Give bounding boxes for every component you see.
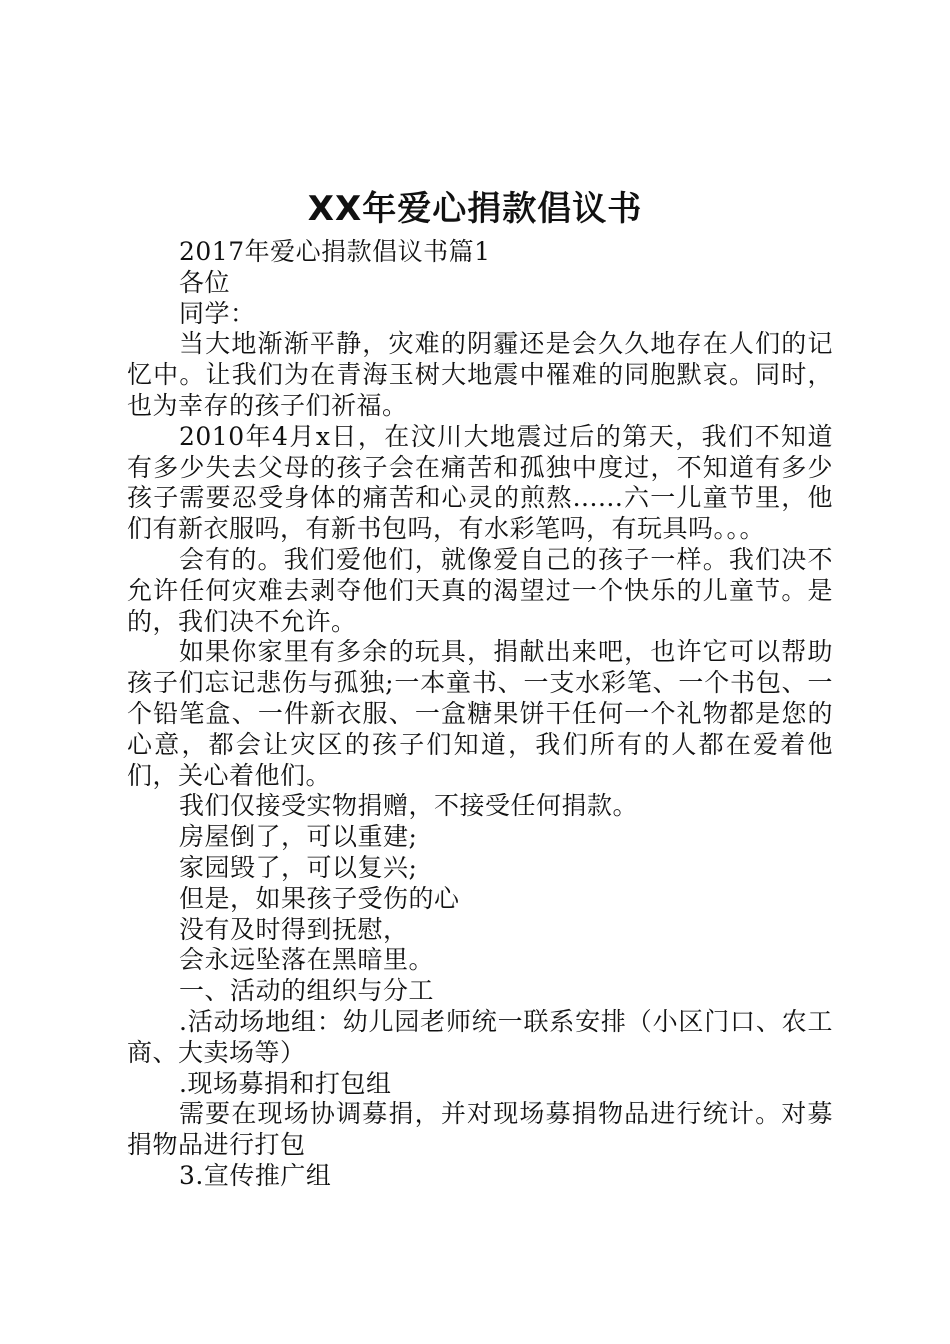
paragraph: 需要在现场协调募捐，并对现场募捐物品进行统计。对募捐物品进行打包	[127, 1099, 833, 1160]
paragraph: 当大地渐渐平静，灾难的阴霾还是会久久地存在人们的记忆中。让我们为在青海玉树大地震中罹难的同胞默哀。同时，也为幸存的孩子们祈福。	[127, 329, 833, 420]
paragraph: 同学：	[179, 298, 256, 328]
paragraph: 房屋倒了，可以重建;	[179, 822, 418, 852]
paragraph: .活动场地组：幼儿园老师统一联系安排（小区门口、农工商、大卖场等）	[127, 1006, 833, 1067]
paragraph: 2017年爱心捐款倡议书篇1	[179, 237, 491, 266]
paragraph: 会永远坠落在黑暗里。	[179, 945, 435, 975]
section-heading: 一、活动的组织与分工	[179, 976, 435, 1006]
paragraph: 3.宣传推广组	[179, 1160, 332, 1190]
paragraph: 如果你家里有多余的玩具，捐献出来吧，也许它可以帮助孩子们忘记悲伤与孤独;一本童书、一支水彩笔、一个书包、一个铅笔盒、一件新衣服、一盒糖果饼干任何一个礼物都是您的心意，都会让灾区的孩子们知道，我们所有的人都在爱着他们，关心着他们。	[127, 637, 833, 790]
paragraph: 家园毁了，可以复兴;	[179, 852, 418, 882]
document-body	[127, 237, 833, 1192]
paragraph: 但是，如果孩子受伤的心	[179, 883, 460, 913]
paragraph: 2010年4月x日，在汶川大地震过后的第天，我们不知道有多少失去父母的孩子会在痛苦和孤独中度过，不知道有多少孩子需要忍受身体的痛苦和心灵的煎熬......六一儿童节里，他们有新衣服吗，有新书包吗，有水彩笔吗，有玩具吗。。。	[127, 421, 833, 544]
paragraph: .现场募捐和打包组	[179, 1068, 392, 1098]
paragraph: 会有的。我们爱他们，就像爱自己的孩子一样。我们决不允许任何灾难去剥夺他们天真的渴望过一个快乐的儿童节。是的，我们决不允许。	[127, 544, 833, 636]
paragraph: 各位	[179, 267, 231, 297]
document-title: XX年爱心捐款倡议书	[307, 189, 643, 229]
paragraph: 我们仅接受实物捐赠，不接受任何捐款。	[179, 791, 639, 821]
paragraph: 没有及时得到抚慰，	[179, 914, 409, 944]
